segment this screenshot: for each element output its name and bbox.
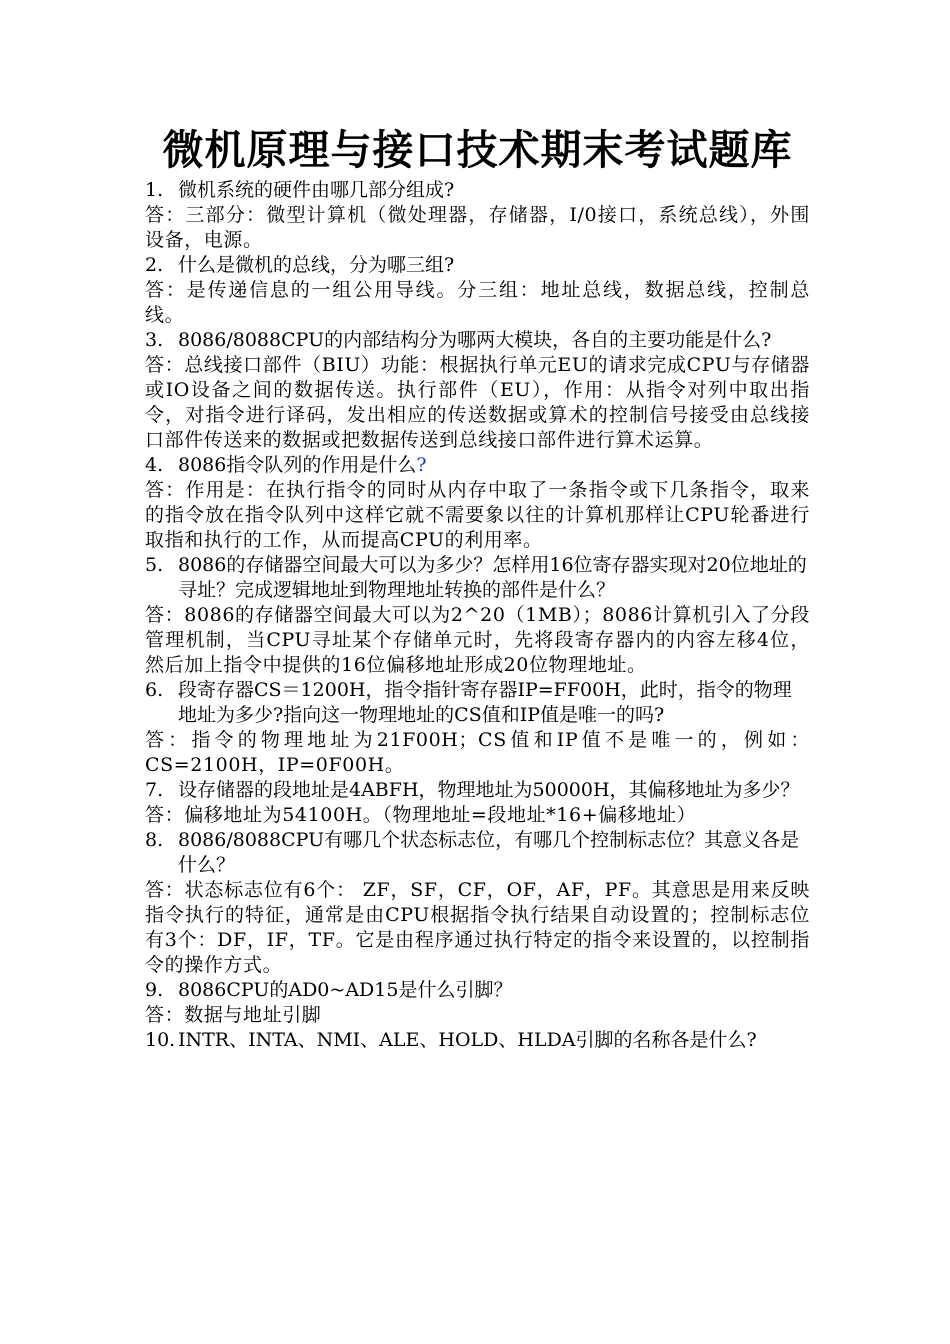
question-text [178, 453, 810, 478]
question-number: 5. [145, 554, 164, 576]
question-text: 8086/8088CPU的内部结构分为哪两大模块，各自的主要功能是什么? [178, 329, 772, 351]
question-number: 7. [145, 779, 164, 801]
question-9 [145, 978, 810, 1003]
question-number: 10. [145, 1029, 176, 1051]
question-mark: ? [416, 454, 427, 476]
answer-7: 答：偏移地址为54100H。（物理地址=段地址*16+偏移地址） [145, 804, 697, 826]
question-number: 8. [145, 829, 164, 851]
question-8 [145, 828, 810, 878]
question-5 [145, 553, 810, 603]
answer-9: 答：数据与地址引脚 [145, 1004, 322, 1026]
question-10 [145, 1028, 810, 1053]
question-text: 段寄存器CS＝1200H，指令指针寄存器IP=FF00H，此时，指令的物理地址为多少?指向这一物理地址的CS值和IP值是唯一的吗? [178, 679, 792, 726]
question-number: 4. [145, 454, 164, 476]
question-number: 3. [145, 329, 164, 351]
question-text: 8086CPU的AD0~AD15是什么引脚？ [178, 979, 513, 1001]
question-text: INTR、INTA、NMI、ALE、HOLD、HLDA引脚的名称各是什么? [178, 1029, 757, 1051]
answer-4: 答：作用是：在执行指令的同时从内存中取了一条指令或下几条指令，取来的指令放在指令队列中这样它就不需要象以往的计算机那样让CPU轮番进行取指和执行的工作，从而提高CPU的利用率。 [145, 479, 810, 551]
question-text: 8086的存储器空间最大可以为多少？怎样用16位寄存器实现对20位地址的寻址？完成逻辑地址到物理地址转换的部件是什么？ [178, 554, 807, 601]
answer-2: 答：是传递信息的一组公用导线。分三组：地址总线，数据总线，控制总线。 [145, 279, 810, 326]
answer-1: 答：三部分：微型计算机（微处理器，存储器，I/0接口，系统总线），外围设备，电源。 [145, 204, 810, 251]
question-text: 什么是微机的总线，分为哪三组? [178, 254, 455, 276]
question-2 [145, 253, 810, 278]
answer-5: 答：8086的存储器空间最大可以为2^20（1MB）；8086计算机引入了分段管理机制，当CPU寻址某个存储单元时，先将段寄存器内的内容左移4位，然后加上指令中提供的16位偏移地址形成20位物理地址。 [145, 604, 810, 676]
question-text: 设存储器的段地址是4ABFH，物理地址为50000H，其偏移地址为多少？ [178, 779, 800, 801]
question-text-body: 8086指令队列的作用是什么 [178, 454, 417, 476]
question-7 [145, 778, 810, 803]
answer-8: 答：状态标志位有6个： ZF，SF，CF，OF，AF，PF。其意思是用来反映指令执行的特征，通常是由CPU根据指令执行结果自动设置的；控制标志位有3个：DF，IF，TF。它是由程序通过执行特定的指令来设置的，以控制指令的操作方式。 [145, 879, 810, 976]
question-number: 2. [145, 254, 164, 276]
document-title: 微机原理与接口技术期末考试题库 [162, 126, 793, 174]
answer-6: 答：指令的物理地址为21F00H；CS值和IP值不是唯一的，例如：CS=2100H，IP=0F00H。 [145, 729, 810, 776]
document-page [145, 122, 810, 1053]
question-6 [145, 678, 810, 728]
question-number: 6. [145, 679, 164, 701]
question-4 [145, 453, 810, 478]
answer-3: 答：总线接口部件（BIU）功能：根据执行单元EU的请求完成CPU与存储器或IO设备之间的数据传送。执行部件（EU），作用：从指令对列中取出指令，对指令进行译码，发出相应的传送数据或算术的控制信号接受由总线接口部件传送来的数据或把数据传送到总线接口部件进行算术运算。 [145, 354, 810, 451]
question-text: 微机系统的硬件由哪几部分组成? [178, 179, 455, 201]
question-text: 8086/8088CPU有哪几个状态标志位，有哪几个控制标志位？其意义各是什么？ [178, 829, 800, 876]
question-number: 1. [145, 179, 164, 201]
question-1 [145, 178, 810, 203]
question-3 [145, 328, 810, 353]
question-number: 9. [145, 979, 164, 1001]
